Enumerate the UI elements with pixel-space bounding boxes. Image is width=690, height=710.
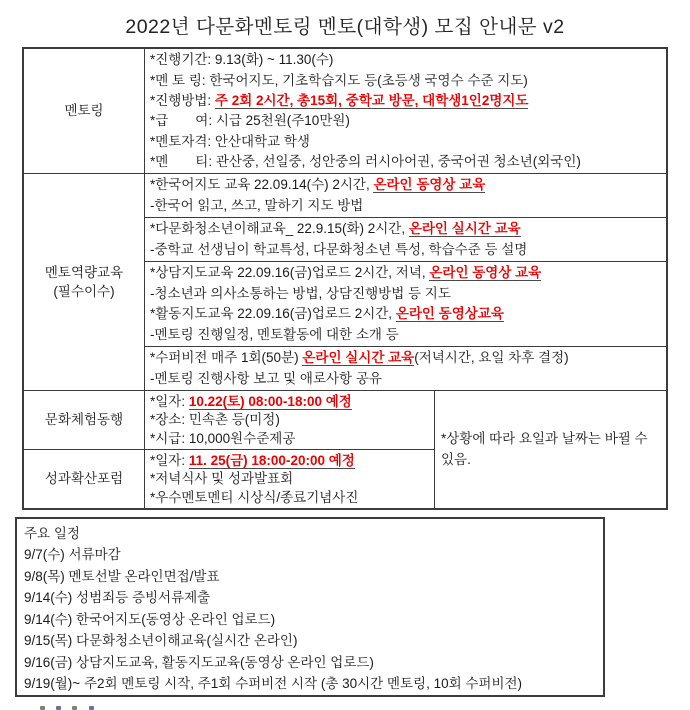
section-row	[24, 49, 666, 173]
text-line	[145, 177, 666, 193]
page-title: 2022년 다문화멘토링 멘토(대학생) 모집 안내문 v2	[125, 16, 565, 38]
content-cell	[145, 391, 434, 449]
plain-text: -중학교 선생님이 학교특성, 다문화청소년 특성, 학습수준 등 설명	[150, 241, 528, 257]
schedule-item: 9/7(수) 서류마감	[24, 547, 121, 563]
text-line	[145, 154, 666, 170]
plain-text: -청소년과 의사소통하는 방법, 상담진행방법 등 지도	[150, 285, 451, 301]
schedule-table	[15, 517, 605, 697]
section-row	[24, 391, 434, 449]
text-line	[145, 412, 434, 428]
section-row	[24, 449, 434, 508]
text-line	[145, 134, 666, 150]
plain-text: *진행방법:	[150, 93, 215, 109]
schedule-item: 9/8(목) 멘토선발 온라인면접/발표	[24, 568, 220, 584]
recruitment-table	[22, 47, 668, 510]
section-label	[24, 49, 145, 173]
plain-text: *멘 토 링: 한국어지도, 기초학습지도 등(초등생 국영수 수준 지도)	[150, 72, 528, 88]
plain-text: *일자:	[150, 452, 189, 468]
plain-text: *한국어지도 교육 22.09.14(수) 2시간,	[150, 177, 374, 193]
plain-text: *일자:	[150, 393, 189, 409]
plain-text: *멘토자격: 안산대학교 학생	[150, 133, 310, 149]
section-label-line: 성과확산포럼	[44, 471, 124, 487]
highlight-text: 온라인 실시간 교육	[302, 350, 415, 366]
text-line	[145, 198, 666, 214]
text-line	[145, 431, 434, 447]
plain-text: *수퍼비전 매주 1회(50분)	[150, 350, 303, 366]
section-label	[24, 450, 145, 508]
highlight-text: 10.22(토) 08:00-18:00 예정	[188, 393, 352, 409]
highlight-text: 온라인 실시간 교육	[408, 221, 521, 237]
schedule-item: 9/14(수) 한국어지도(동영상 온라인 업로드)	[24, 611, 276, 627]
content-cell	[145, 49, 666, 173]
section-label-line: 문화체험동행	[44, 412, 124, 428]
schedule-item: 9/15(목) 다문화청소년이해교육(실시간 온라인)	[24, 633, 298, 649]
section-label-line: 멘토역량교육	[44, 264, 124, 280]
plain-text: *진행기간: 9.13(화) ~ 11.30(수)	[150, 52, 334, 68]
content-cell	[145, 346, 666, 390]
section-label-line: (필수이수)	[53, 283, 115, 299]
side-note-text: *상황에 따라 요일과 날짜는 바뀔 수 있음.	[441, 430, 648, 467]
highlight-text: 주 2회 2시간, 총15회, 중학교 방문, 대학생1인2명지도	[214, 93, 529, 109]
plain-text: *저녁식사 및 성과발표회	[150, 471, 294, 487]
plain-text: *시급: 10,000원수준제공	[150, 430, 296, 446]
schedule-item: 9/19(월)~ 주2회 멘토링 시작, 주1회 수퍼비전 시작 (총 30시간 멘토링, 10회 수퍼비전)	[24, 676, 523, 692]
highlight-text: 온라인 동영상교육	[395, 306, 504, 322]
highlight-text: 온라인 동영상 교육	[373, 177, 486, 193]
content-cell	[145, 174, 666, 217]
text-line	[145, 350, 666, 366]
section-row	[24, 173, 666, 390]
plain-text: *다문화청소년이해교육_ 22.9.15(화) 2시간,	[150, 221, 409, 237]
text-line	[145, 306, 666, 322]
content-cell	[145, 261, 666, 346]
table-bottom-block	[24, 390, 666, 508]
section-content	[145, 49, 666, 173]
section-content	[145, 391, 434, 449]
text-line	[145, 242, 666, 258]
schedule-item: 9/14(수) 성범죄등 증빙서류제출	[24, 590, 211, 606]
clipped-text-tops	[40, 706, 120, 710]
table-top-rows	[24, 49, 666, 390]
side-note-cell	[434, 391, 666, 508]
plain-text: *장소: 민속촌 등(미정)	[150, 412, 280, 428]
section-content	[145, 450, 434, 508]
text-line	[145, 93, 666, 109]
text-line	[145, 286, 666, 302]
text-line	[145, 453, 434, 469]
schedule-item: 9/16(금) 상담지도교육, 활동지도교육(동영상 온라인 업로드)	[24, 654, 374, 670]
plain-text: -멘토링 진행사항 보고 및 애로사항 공유	[150, 370, 382, 386]
text-line	[145, 327, 666, 343]
plain-text: (저녁시간, 요일 차후 결정)	[414, 350, 569, 366]
section-label-line: 멘토링	[64, 103, 104, 119]
text-line	[145, 73, 666, 89]
plain-text: *상담지도교육 22.09.16(금)업로드 2시간, 저녁,	[150, 265, 430, 281]
text-line	[145, 394, 434, 410]
plain-text: *우수멘토멘티 시상식/종료기념사진	[150, 489, 359, 505]
highlight-text: 11. 25(금) 18:00-20:00 예정	[188, 452, 355, 468]
plain-text: -멘토링 진행일정, 멘토활동에 대한 소개 등	[150, 326, 399, 342]
text-line	[145, 490, 434, 506]
text-line	[145, 52, 666, 68]
text-line	[145, 371, 666, 387]
highlight-text: 온라인 동영상 교육	[429, 265, 542, 281]
text-line	[145, 113, 666, 129]
plain-text: -한국어 읽고, 쓰고, 말하기 지도 방법	[150, 197, 364, 213]
schedule-heading: 주요 일정	[24, 525, 80, 541]
plain-text: *활동지도교육 22.09.16(금)업로드 2시간,	[150, 306, 396, 322]
text-line	[145, 265, 666, 281]
plain-text: *멘 티: 관산중, 선일중, 성안중의 러시아어권, 중국어권 청소년(외국인)	[150, 154, 581, 170]
section-content	[145, 174, 666, 390]
content-cell	[145, 450, 434, 508]
content-cell	[145, 217, 666, 261]
section-label	[24, 391, 145, 449]
text-line	[145, 471, 434, 487]
plain-text: *급 여: 시급 25천원(주10만원)	[150, 113, 350, 129]
table-bottom-left-rows	[24, 391, 434, 508]
section-label	[24, 174, 145, 390]
text-line	[145, 221, 666, 237]
